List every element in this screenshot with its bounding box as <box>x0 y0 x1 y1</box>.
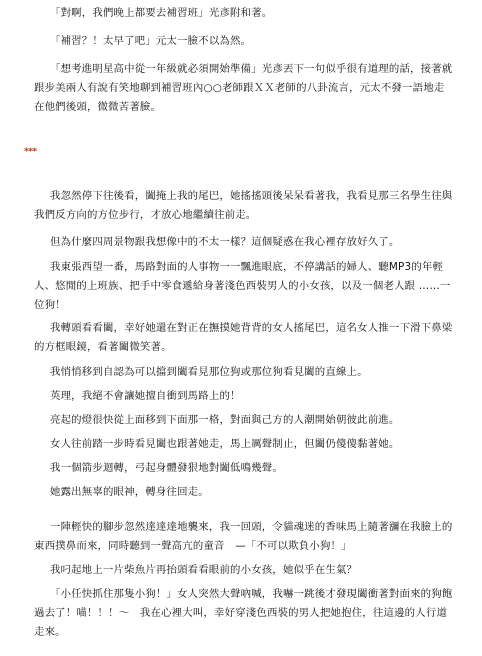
paragraph-11: 女人往前踏一步時看見闔也跟著她走，馬上厲聲制止，但闔仍傻傻黏著她。 <box>50 438 400 450</box>
paragraph-9: 英理，我絕不會讓她擅自衝到馬路上的！ <box>50 390 241 402</box>
paragraph-13: 她露出無辜的眼神，轉身往回走。 <box>50 486 209 498</box>
paragraph-3: 「想考進明星高中從一年級就必須開始準備」光彥丟下一句似乎很有道理的話，接著就跟步美兩人有說有笑地聊到補習班內○○老師跟ＸＸ老師的八卦流言，元太不發一語地走在他們後頭，微微苦著臉。 <box>34 63 453 113</box>
paragraph-5: 但為什麼四周景物跟我想像中的不太一樣？這個疑惑在我心裡存放好久了。 <box>50 236 400 248</box>
paragraph-1: 「對啊，我們晚上都要去補習班」光彥附和著。 <box>50 7 273 19</box>
paragraph-4: 我忽然停下往後看，闔掩上我的尾巴，她搖搖頭後呆呆看著我，我看見那三名學生往與我們反方向的方位步行，才放心地繼續往前走。 <box>34 190 453 221</box>
paragraph-16: 「小任快抓住那隻小狗！」女人突然大聲吶喊，我嚇一跳後才發現闔衝著對面來的狗飽過去了！喵！！！～ 我在心裡大叫，幸好穿淺色西裝的男人把她抱住，往這邊的人行道走來。 <box>34 588 453 638</box>
paragraph-8: 我悄悄移到自認為可以擋到闔看見那位狗或那位狗看見闔的直線上。 <box>50 366 368 378</box>
paragraph-14: 一陣輕快的腳步忽然達達達地襲來，我一回頭，令貓魂迷的香味馬上隨著瀰在我臉上的東西撲鼻而來，同時聽到一聲高亢的童音 —「不可以欺負小狗！」 <box>34 521 453 552</box>
paragraph-15: 我叼起地上一片柴魚片再抬頭看看眼前的小女孩，她似乎在生氣？ <box>50 564 358 576</box>
paragraph-6: 我東張西望一番，馬路對面的人事物一一飄進眼底，不停講話的婦人、聽MP3的年輕人、悠閒的上班族、把手中零食遞給身著淺色西裝男人的小女孩，以及一個老人跟 ……一位狗！ <box>34 261 451 311</box>
paragraph-10: 亮起的燈很快從上面移到下面那一格，對面與己方的人潮開始朝彼此前進。 <box>50 414 400 426</box>
paragraph-2: 「補習？！太早了吧」元太一臉不以為然。 <box>50 35 252 47</box>
paragraph-7: 我轉頭看看闔，幸好她還在對正在撫摸她背背的女人搖尾巴，這名女人推一下滑下鼻梁的方框眼鏡，看著闔微笑著。 <box>34 322 453 353</box>
section-separator: *** <box>24 147 37 157</box>
paragraph-12: 我一個箭步迴轉，弓起身體發狠地對闔低鳴幾聲。 <box>50 462 283 474</box>
